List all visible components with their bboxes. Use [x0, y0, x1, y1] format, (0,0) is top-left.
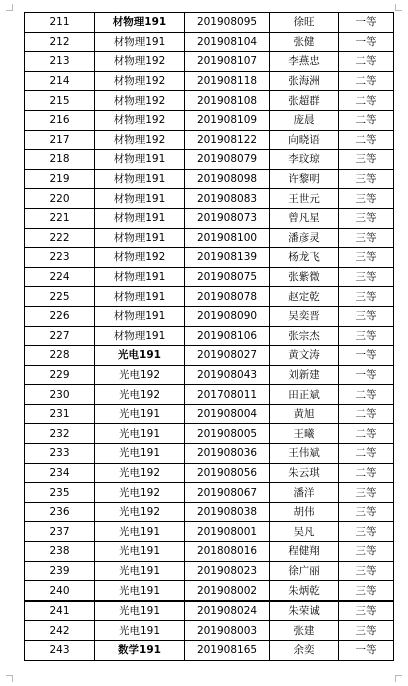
class-cell: 光电191 — [95, 444, 185, 464]
row-number-cell: 231 — [25, 404, 95, 424]
row-number-cell: 239 — [25, 561, 95, 581]
class-cell: 材物理191 — [95, 150, 185, 170]
class-cell: 光电192 — [95, 385, 185, 405]
student-id-cell: 201908109 — [185, 110, 270, 130]
award-grade-cell: 三等 — [339, 228, 394, 248]
row-number-cell: 229 — [25, 365, 95, 385]
class-cell: 光电191 — [95, 346, 185, 366]
table-row — [25, 52, 394, 72]
class-cell: 材物理191 — [95, 306, 185, 326]
student-id-cell: 201908043 — [185, 365, 270, 385]
row-number-cell: 233 — [25, 444, 95, 464]
class-cell: 光电192 — [95, 365, 185, 385]
award-grade-cell: 一等 — [339, 13, 394, 33]
student-name-cell: 余奕 — [270, 641, 339, 661]
table-row — [25, 463, 394, 483]
student-name-cell: 庞晨 — [270, 110, 339, 130]
row-number-cell: 220 — [25, 189, 95, 209]
table-row — [25, 561, 394, 581]
award-grade-cell: 三等 — [339, 326, 394, 346]
award-grade-cell: 二等 — [339, 91, 394, 111]
class-cell: 光电192 — [95, 483, 185, 503]
class-cell: 光电191 — [95, 621, 185, 641]
table-row — [25, 365, 394, 385]
row-number-cell: 243 — [25, 641, 95, 661]
award-grade-cell: 三等 — [339, 287, 394, 307]
award-table-body — [25, 13, 394, 661]
student-name-cell: 潘彦灵 — [270, 228, 339, 248]
table-row — [25, 385, 394, 405]
student-name-cell: 张海洲 — [270, 71, 339, 91]
student-id-cell: 201908027 — [185, 346, 270, 366]
award-grade-cell: 二等 — [339, 404, 394, 424]
table-row — [25, 542, 394, 562]
class-cell: 光电191 — [95, 404, 185, 424]
student-name-cell: 李玟琼 — [270, 150, 339, 170]
class-cell: 光电191 — [95, 561, 185, 581]
table-row — [25, 502, 394, 522]
student-name-cell: 杨龙飞 — [270, 248, 339, 268]
award-grade-cell: 二等 — [339, 130, 394, 150]
crop-mark-bottom-left — [6, 675, 13, 682]
row-number-cell: 212 — [25, 32, 95, 52]
award-grade-cell: 三等 — [339, 267, 394, 287]
class-cell: 材物理192 — [95, 130, 185, 150]
student-name-cell: 王伟斌 — [270, 444, 339, 464]
table-row — [25, 522, 394, 542]
class-cell: 材物理192 — [95, 91, 185, 111]
row-number-cell: 216 — [25, 110, 95, 130]
table-row — [25, 130, 394, 150]
student-name-cell: 吴凡 — [270, 522, 339, 542]
award-table — [24, 12, 394, 661]
row-number-cell: 241 — [25, 601, 95, 621]
table-row — [25, 641, 394, 661]
class-cell: 光电191 — [95, 542, 185, 562]
student-id-cell: 201908003 — [185, 621, 270, 641]
table-row — [25, 13, 394, 33]
row-number-cell: 211 — [25, 13, 95, 33]
table-row — [25, 248, 394, 268]
row-number-cell: 227 — [25, 326, 95, 346]
student-id-cell: 201908083 — [185, 189, 270, 209]
class-cell: 材物理191 — [95, 287, 185, 307]
crop-mark-top-right — [395, 4, 402, 11]
student-id-cell: 201908005 — [185, 424, 270, 444]
student-id-cell: 201908098 — [185, 169, 270, 189]
student-id-cell: 201908106 — [185, 326, 270, 346]
student-name-cell: 许黎明 — [270, 169, 339, 189]
row-number-cell: 238 — [25, 542, 95, 562]
student-name-cell: 张紫微 — [270, 267, 339, 287]
student-name-cell: 朱炳乾 — [270, 581, 339, 601]
student-name-cell: 张健 — [270, 32, 339, 52]
table-row — [25, 424, 394, 444]
row-number-cell: 232 — [25, 424, 95, 444]
class-cell: 材物理191 — [95, 267, 185, 287]
class-cell: 材物理192 — [95, 248, 185, 268]
class-cell: 材物理191 — [95, 189, 185, 209]
student-id-cell: 201908002 — [185, 581, 270, 601]
table-row — [25, 444, 394, 464]
class-cell: 光电191 — [95, 601, 185, 621]
class-cell: 材物理191 — [95, 228, 185, 248]
row-number-cell: 242 — [25, 621, 95, 641]
student-id-cell: 201908073 — [185, 208, 270, 228]
table-row — [25, 228, 394, 248]
student-name-cell: 张宗杰 — [270, 326, 339, 346]
award-grade-cell: 二等 — [339, 110, 394, 130]
crop-mark-top-left — [6, 4, 13, 11]
student-id-cell: 201908024 — [185, 601, 270, 621]
class-cell: 材物理191 — [95, 169, 185, 189]
award-grade-cell: 三等 — [339, 248, 394, 268]
table-row — [25, 404, 394, 424]
table-row — [25, 267, 394, 287]
table-row — [25, 32, 394, 52]
class-cell: 光电191 — [95, 424, 185, 444]
student-id-cell: 201908078 — [185, 287, 270, 307]
class-cell: 材物理191 — [95, 32, 185, 52]
award-grade-cell: 一等 — [339, 32, 394, 52]
student-name-cell: 刘新建 — [270, 365, 339, 385]
award-grade-cell: 二等 — [339, 385, 394, 405]
class-cell: 材物理192 — [95, 71, 185, 91]
student-name-cell: 曾凡星 — [270, 208, 339, 228]
award-grade-cell: 三等 — [339, 542, 394, 562]
table-row — [25, 189, 394, 209]
row-number-cell: 236 — [25, 502, 95, 522]
student-id-cell: 201908122 — [185, 130, 270, 150]
student-name-cell: 李燕忠 — [270, 52, 339, 72]
table-row — [25, 150, 394, 170]
student-id-cell: 201908107 — [185, 52, 270, 72]
student-id-cell: 201908165 — [185, 641, 270, 661]
row-number-cell: 235 — [25, 483, 95, 503]
student-name-cell: 向晓语 — [270, 130, 339, 150]
award-grade-cell: 三等 — [339, 601, 394, 621]
award-grade-cell: 二等 — [339, 52, 394, 72]
award-grade-cell: 一等 — [339, 641, 394, 661]
award-grade-cell: 三等 — [339, 502, 394, 522]
award-grade-cell: 二等 — [339, 424, 394, 444]
row-number-cell: 219 — [25, 169, 95, 189]
row-number-cell: 213 — [25, 52, 95, 72]
award-grade-cell: 二等 — [339, 463, 394, 483]
student-name-cell: 张超群 — [270, 91, 339, 111]
row-number-cell: 214 — [25, 71, 95, 91]
table-row — [25, 306, 394, 326]
award-grade-cell: 三等 — [339, 208, 394, 228]
class-cell: 材物理192 — [95, 110, 185, 130]
award-grade-cell: 二等 — [339, 71, 394, 91]
class-cell: 光电192 — [95, 463, 185, 483]
row-number-cell: 240 — [25, 581, 95, 601]
row-number-cell: 228 — [25, 346, 95, 366]
table-row — [25, 287, 394, 307]
student-name-cell: 田正斌 — [270, 385, 339, 405]
student-id-cell: 201908001 — [185, 522, 270, 542]
row-number-cell: 225 — [25, 287, 95, 307]
table-row — [25, 208, 394, 228]
class-cell: 材物理192 — [95, 52, 185, 72]
award-grade-cell: 三等 — [339, 561, 394, 581]
student-name-cell: 张建 — [270, 621, 339, 641]
student-id-cell: 201708011 — [185, 385, 270, 405]
row-number-cell: 221 — [25, 208, 95, 228]
student-id-cell: 201808016 — [185, 542, 270, 562]
award-grade-cell: 三等 — [339, 581, 394, 601]
student-id-cell: 201908108 — [185, 91, 270, 111]
student-id-cell: 201908090 — [185, 306, 270, 326]
student-id-cell: 201908095 — [185, 13, 270, 33]
class-cell: 材物理191 — [95, 13, 185, 33]
table-row — [25, 483, 394, 503]
row-number-cell: 230 — [25, 385, 95, 405]
award-grade-cell: 三等 — [339, 150, 394, 170]
award-grade-cell: 三等 — [339, 189, 394, 209]
award-grade-cell: 一等 — [339, 346, 394, 366]
class-cell: 材物理191 — [95, 208, 185, 228]
student-id-cell: 201908075 — [185, 267, 270, 287]
award-grade-cell: 三等 — [339, 306, 394, 326]
award-grade-cell: 一等 — [339, 365, 394, 385]
student-name-cell: 王曦 — [270, 424, 339, 444]
student-id-cell: 201908104 — [185, 32, 270, 52]
class-cell: 光电191 — [95, 581, 185, 601]
award-grade-cell: 三等 — [339, 621, 394, 641]
student-id-cell: 201908056 — [185, 463, 270, 483]
row-number-cell: 224 — [25, 267, 95, 287]
student-name-cell: 黄文涛 — [270, 346, 339, 366]
table-row — [25, 110, 394, 130]
student-name-cell: 徐旺 — [270, 13, 339, 33]
row-number-cell: 218 — [25, 150, 95, 170]
student-name-cell: 吴奕晋 — [270, 306, 339, 326]
student-id-cell: 201908079 — [185, 150, 270, 170]
row-number-cell: 226 — [25, 306, 95, 326]
class-cell: 光电191 — [95, 522, 185, 542]
student-name-cell: 王世元 — [270, 189, 339, 209]
student-name-cell: 胡伟 — [270, 502, 339, 522]
class-cell: 数学191 — [95, 641, 185, 661]
student-id-cell: 201908118 — [185, 71, 270, 91]
crop-mark-bottom-right — [395, 675, 402, 682]
award-grade-cell: 二等 — [339, 444, 394, 464]
student-id-cell: 201908038 — [185, 502, 270, 522]
table-row — [25, 346, 394, 366]
table-row — [25, 91, 394, 111]
row-number-cell: 215 — [25, 91, 95, 111]
row-number-cell: 237 — [25, 522, 95, 542]
student-name-cell: 朱云琪 — [270, 463, 339, 483]
student-id-cell: 201908036 — [185, 444, 270, 464]
award-grade-cell: 三等 — [339, 483, 394, 503]
class-cell: 材物理191 — [95, 326, 185, 346]
student-id-cell: 201908139 — [185, 248, 270, 268]
table-row — [25, 71, 394, 91]
row-number-cell: 223 — [25, 248, 95, 268]
table-row — [25, 169, 394, 189]
student-name-cell: 赵定乾 — [270, 287, 339, 307]
class-cell: 光电192 — [95, 502, 185, 522]
student-name-cell: 徐广丽 — [270, 561, 339, 581]
student-id-cell: 201908100 — [185, 228, 270, 248]
student-id-cell: 201908004 — [185, 404, 270, 424]
award-grade-cell: 三等 — [339, 522, 394, 542]
student-name-cell: 朱荣诚 — [270, 601, 339, 621]
table-row — [25, 581, 394, 601]
table-row — [25, 621, 394, 641]
student-id-cell: 201908023 — [185, 561, 270, 581]
award-grade-cell: 三等 — [339, 169, 394, 189]
row-number-cell: 234 — [25, 463, 95, 483]
student-name-cell: 黄旭 — [270, 404, 339, 424]
table-row — [25, 326, 394, 346]
row-number-cell: 222 — [25, 228, 95, 248]
student-id-cell: 201908067 — [185, 483, 270, 503]
student-name-cell: 程健翔 — [270, 542, 339, 562]
row-number-cell: 217 — [25, 130, 95, 150]
student-name-cell: 潘洋 — [270, 483, 339, 503]
table-row — [25, 601, 394, 621]
